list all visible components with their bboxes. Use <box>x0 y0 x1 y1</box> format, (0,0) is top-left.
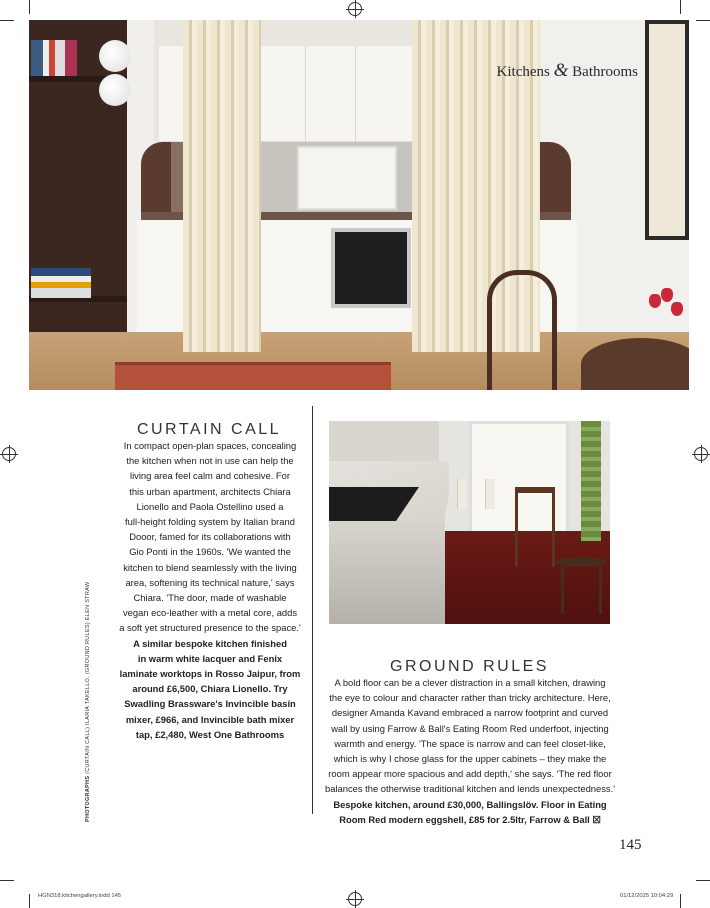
p2-towel <box>485 479 495 509</box>
crop-mark <box>0 880 14 881</box>
hero-cabinet-seam <box>305 46 306 142</box>
body-line: Chiara. 'The door, made of washable <box>133 592 287 604</box>
product-info-line: in warm white lacquer and Fenix <box>137 652 283 664</box>
hero-oven <box>331 228 411 308</box>
body-line: a soft yet structured presence to the space.' <box>119 622 301 634</box>
section-label-part1: Kitchens <box>496 64 550 80</box>
tulip <box>671 302 683 316</box>
body-line: living area feel calm and cohesive. For <box>130 470 290 482</box>
registration-mark-bottom <box>348 892 362 906</box>
column-divider <box>312 406 313 814</box>
body-line: the kitchen when not in use can help the <box>126 455 294 467</box>
body-line: warmth and energy. 'The space is narrow and can feel closet-like, <box>334 737 606 749</box>
photo-credit-text: (CURTAIN CALL) ILARIA TAKELLO, (GROUND RULES) ELEN STRAW <box>85 581 91 776</box>
hero-chair <box>487 270 557 390</box>
hero-wall-lamp <box>99 74 131 106</box>
hero-cabinet-seam <box>355 46 356 142</box>
product-info-line: mixer, £966, and Invincible bath mixer <box>125 713 295 725</box>
hero-curtain-left <box>183 20 261 352</box>
body-line: the eye to colour and character rather than tricky architecture. Here, <box>329 692 611 704</box>
ground-rules-photo <box>329 421 610 624</box>
photo-credit <box>85 582 91 822</box>
hero-books <box>31 40 77 76</box>
hero-tulips <box>647 288 687 338</box>
product-info-line: Bespoke kitchen, around £30,000, Ballingslöv. Floor in Eating <box>333 798 607 810</box>
p2-plant <box>581 421 601 541</box>
slug-filename: HGN318.kitchengallery.indd 145 <box>38 893 122 899</box>
p2-island <box>329 521 445 624</box>
section-label <box>497 60 638 82</box>
p2-side-table <box>515 487 555 567</box>
section-label-part2: Bathrooms <box>572 64 638 80</box>
slug-timestamp: 01/12/2025 10:04:29 <box>620 893 674 899</box>
tulip <box>649 294 661 308</box>
hero-wall-lamp <box>99 40 131 72</box>
product-info-line: Room Red modern eggshell, £85 for 2.5ltr, Farrow & Ball ☒ <box>339 813 601 825</box>
ground-rules-heading: GROUND RULES <box>390 658 549 675</box>
body-line: wall by using Farrow & Ball's Eating Room Red underfoot, injecting <box>331 722 609 734</box>
registration-mark-left <box>2 447 16 461</box>
registration-mark-top <box>348 2 362 16</box>
product-info-line: A similar bespoke kitchen finished <box>133 637 287 649</box>
section-label-ampersand: & <box>553 60 569 81</box>
hero-window <box>297 146 397 210</box>
crop-mark <box>680 0 681 14</box>
crop-mark <box>29 894 30 908</box>
curtain-call-heading: CURTAIN CALL <box>136 421 282 438</box>
photo-credit-label: PHOTOGRAPHS <box>85 775 91 822</box>
hero-books <box>31 268 91 298</box>
hero-rug <box>115 362 391 390</box>
product-info-line: around £6,500, Chiara Lionello. Try <box>132 683 288 695</box>
body-line: which is why I chose glass for the upper cabinets – they make the <box>333 753 607 765</box>
registration-mark-right <box>694 447 708 461</box>
crop-mark <box>29 0 30 14</box>
crop-mark <box>696 880 710 881</box>
product-info-line: Swadling Brassware's Invincible basin <box>124 698 296 710</box>
body-line: room appear more spacious and add depth,' she says. 'The red floor <box>328 768 612 780</box>
product-info-line: tap, £2,480, West One Bathrooms <box>135 728 285 740</box>
body-line: area, softening its technical nature,' says <box>125 576 295 588</box>
body-line: Dooor, famed for its collaborations with <box>129 531 291 543</box>
body-line: this urban apartment, architects Chiara <box>129 485 291 497</box>
hero-side-table <box>581 338 689 390</box>
page-number: 145 <box>619 837 642 853</box>
body-line: kitchen to blend seamlessly with the living <box>123 561 297 573</box>
curtain-call-body <box>112 438 308 742</box>
crop-mark <box>680 894 681 908</box>
p2-stool-leg <box>599 564 602 614</box>
body-line: vegan eco-leather with a metal core, adds <box>122 607 298 619</box>
body-line: balances the otherwise traditional kitchen and lends unexpectedness.' <box>325 783 615 795</box>
body-line: In compact open-plan spaces, concealing <box>123 440 297 451</box>
crop-mark <box>0 20 14 21</box>
body-line: designer Amanda Kavand embraced a narrow footprint and curved <box>331 707 609 719</box>
ground-rules-body <box>322 675 618 827</box>
body-line: A bold floor can be a clever distraction in a small kitchen, drawing <box>334 677 606 688</box>
p2-stool-leg <box>561 564 564 614</box>
body-line: Gio Ponti in the 1960s. 'We wanted the <box>129 546 291 558</box>
body-line: full-height folding system by Italian brand <box>125 516 295 528</box>
crop-mark <box>696 20 710 21</box>
body-line: Lionello and Paola Ostellino used a <box>136 500 284 512</box>
tulip <box>661 288 673 302</box>
hero-framed-art <box>645 20 689 240</box>
p2-towel <box>457 479 467 509</box>
product-info-line: laminate worktops in Rosso Jaipur, from <box>119 668 301 680</box>
